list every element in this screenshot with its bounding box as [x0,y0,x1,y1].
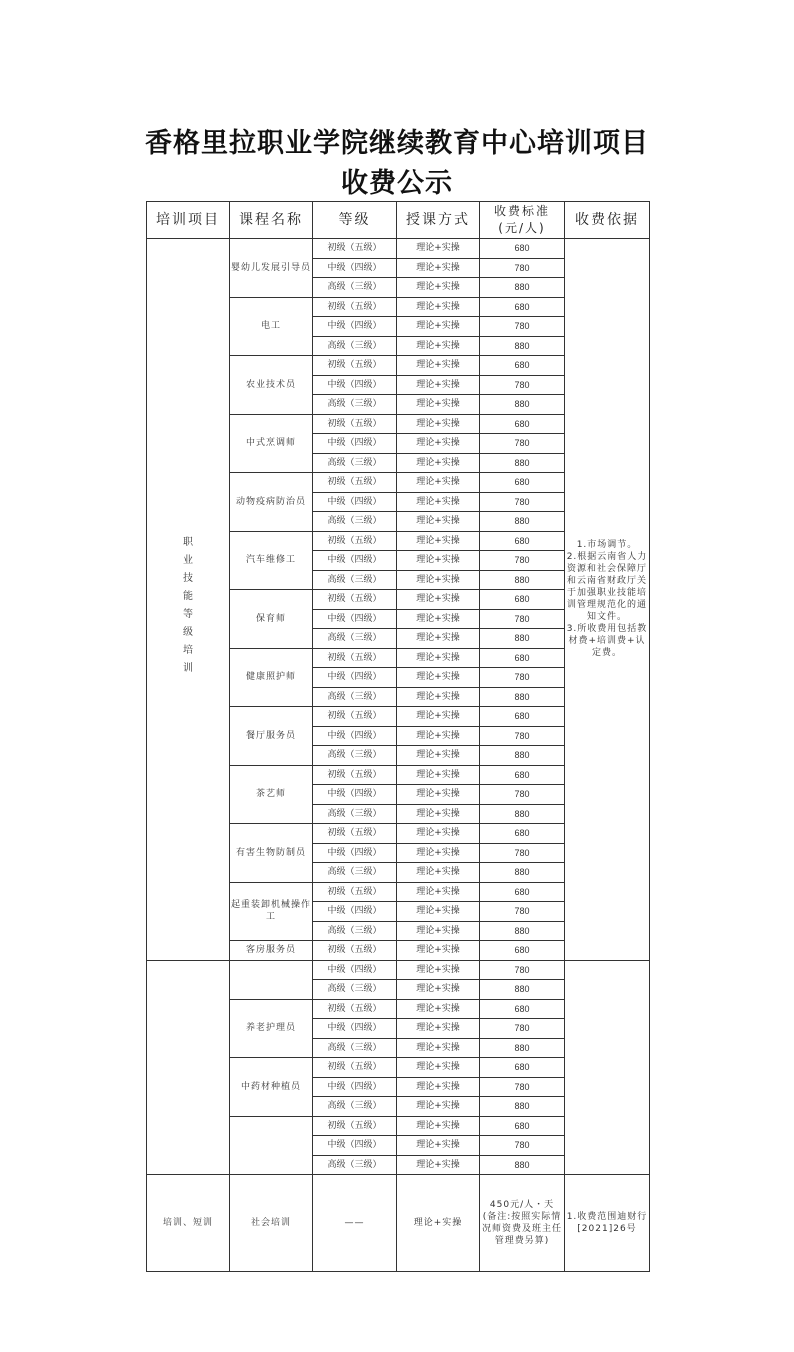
level-cell: 高级（三级） [313,921,397,941]
level-cell: 中级（四级） [313,551,397,571]
course-cell: 茶艺师 [230,765,313,824]
method-cell: 理论+实操 [397,395,480,415]
course-cell [230,960,313,999]
price-cell: 780 [480,492,565,512]
course-cell: 婴幼儿发展引导员 [230,239,313,298]
level-cell: 中级（四级） [313,668,397,688]
title-line-1: 香格里拉职业学院继续教育中心培训项目 [145,128,649,159]
method-cell: 理论+实操 [397,765,480,785]
level-cell: 高级（三级） [313,804,397,824]
method-cell: 理论+实操 [397,687,480,707]
method-cell: 理论+实操 [397,999,480,1019]
method-cell: 理论+实操 [397,921,480,941]
level-cell: 高级（三级） [313,570,397,590]
method-cell: 理论+实操 [397,551,480,571]
method-cell: 理论+实操 [397,1077,480,1097]
price-cell: 780 [480,960,565,980]
method-cell: 理论+实操 [397,707,480,727]
level-cell: 中级（四级） [313,1019,397,1039]
level-cell: 中级（四级） [313,375,397,395]
course-cell [230,1116,313,1175]
project-cell [147,960,230,1175]
price-cell: 680 [480,882,565,902]
price-cell: 880 [480,453,565,473]
price-cell: 780 [480,375,565,395]
method-cell: 理论+实操 [397,824,480,844]
method-cell: 理论+实操 [397,434,480,454]
course-cell: 客房服务员 [230,941,313,961]
level-cell: 中级（四级） [313,492,397,512]
price-cell: 880 [480,687,565,707]
basis-cell [565,960,650,1175]
method-cell: 理论+实操 [397,375,480,395]
method-cell: 理论+实操 [397,1116,480,1136]
price-cell: 680 [480,590,565,610]
price-cell: 880 [480,746,565,766]
price-cell: 880 [480,570,565,590]
price-cell: 780 [480,1077,565,1097]
price-cell: 880 [480,980,565,1000]
basis-cell: 1.市场调节。 2.根据云南省人力资源和社会保障厅和云南省财政厅关于加强职业技能培训管理规范化的通知文件。 3.所收费用包括教材费+培训费+认定费。 [565,239,650,961]
level-cell: 高级（三级） [313,687,397,707]
price-cell: 880 [480,804,565,824]
header-level: 等级 [313,202,397,239]
method-cell: 理论+实操 [397,1019,480,1039]
price-cell: 680 [480,356,565,376]
method-cell: 理论+实操 [397,570,480,590]
table-row [147,239,650,259]
price-cell: 880 [480,512,565,532]
method-cell: 理论+实操 [397,1136,480,1156]
course-cell: 有害生物防制员 [230,824,313,883]
level-cell: 中级（四级） [313,1077,397,1097]
level-cell: —— [313,1175,397,1272]
header-basis: 收费依据 [565,202,650,239]
project-label: 职业技能等级培训 [183,537,193,675]
price-cell: 680 [480,941,565,961]
course-cell: 养老护理员 [230,999,313,1058]
price-cell: 880 [480,395,565,415]
method-cell: 理论+实操 [397,1175,480,1272]
level-cell: 中级（四级） [313,960,397,980]
method-cell: 理论+实操 [397,1155,480,1175]
method-cell: 理论+实操 [397,258,480,278]
course-cell: 中式烹调师 [230,414,313,473]
social-training-row [147,1175,650,1272]
fee-table [146,201,650,1272]
price-cell: 780 [480,551,565,571]
level-cell: 高级（三级） [313,1155,397,1175]
method-cell: 理论+实操 [397,609,480,629]
price-cell: 880 [480,863,565,883]
method-cell: 理论+实操 [397,453,480,473]
level-cell: 初级（五级） [313,707,397,727]
price-cell: 780 [480,1019,565,1039]
header-course: 课程名称 [230,202,313,239]
price-cell: 780 [480,785,565,805]
price-cell: 680 [480,297,565,317]
method-cell: 理论+实操 [397,1038,480,1058]
table-row [147,960,650,980]
header-row [147,202,650,239]
price-cell: 880 [480,629,565,649]
method-cell: 理论+实操 [397,1058,480,1078]
course-cell: 起重装卸机械操作工 [230,882,313,941]
price-cell: 880 [480,1155,565,1175]
price-cell: 780 [480,902,565,922]
level-cell: 初级（五级） [313,531,397,551]
project-cell [147,239,230,961]
price-cell: 880 [480,1097,565,1117]
price-cell: 880 [480,1038,565,1058]
price-cell: 880 [480,921,565,941]
title-line-2: 收费公示 [341,168,453,199]
price-cell: 780 [480,726,565,746]
method-cell: 理论+实操 [397,941,480,961]
method-cell: 理论+实操 [397,297,480,317]
price-cell: 780 [480,843,565,863]
level-cell: 初级（五级） [313,1058,397,1078]
level-cell: 高级（三级） [313,980,397,1000]
level-cell: 高级（三级） [313,863,397,883]
price-cell: 680 [480,531,565,551]
method-cell: 理论+实操 [397,239,480,259]
price-cell: 680 [480,1116,565,1136]
method-cell: 理论+实操 [397,317,480,337]
level-cell: 高级（三级） [313,1038,397,1058]
header-price: 收费标准 (元/人) [480,202,565,239]
level-cell: 中级（四级） [313,434,397,454]
price-cell: 680 [480,824,565,844]
level-cell: 初级（五级） [313,999,397,1019]
method-cell: 理论+实操 [397,746,480,766]
level-cell: 初级（五级） [313,882,397,902]
header-method: 授课方式 [397,202,480,239]
level-cell: 初级（五级） [313,297,397,317]
level-cell: 初级（五级） [313,356,397,376]
course-cell: 电工 [230,297,313,356]
price-cell: 680 [480,473,565,493]
price-cell: 880 [480,278,565,298]
course-cell: 中药材种植员 [230,1058,313,1117]
course-cell: 保育师 [230,590,313,649]
method-cell: 理论+实操 [397,356,480,376]
level-cell: 初级（五级） [313,765,397,785]
course-cell: 汽车维修工 [230,531,313,590]
header-project: 培训项目 [147,202,230,239]
level-cell: 高级（三级） [313,278,397,298]
method-cell: 理论+实操 [397,473,480,493]
method-cell: 理论+实操 [397,804,480,824]
method-cell: 理论+实操 [397,668,480,688]
level-cell: 高级（三级） [313,629,397,649]
price-cell: 780 [480,668,565,688]
method-cell: 理论+实操 [397,726,480,746]
method-cell: 理论+实操 [397,980,480,1000]
method-cell: 理论+实操 [397,414,480,434]
method-cell: 理论+实操 [397,278,480,298]
level-cell: 中级（四级） [313,902,397,922]
price-cell: 880 [480,336,565,356]
level-cell: 中级（四级） [313,258,397,278]
level-cell: 高级（三级） [313,746,397,766]
level-cell: 高级（三级） [313,336,397,356]
price-cell: 680 [480,239,565,259]
method-cell: 理论+实操 [397,960,480,980]
price-cell: 780 [480,317,565,337]
method-cell: 理论+实操 [397,863,480,883]
level-cell: 高级（三级） [313,1097,397,1117]
method-cell: 理论+实操 [397,902,480,922]
method-cell: 理论+实操 [397,785,480,805]
level-cell: 中级（四级） [313,843,397,863]
price-cell: 780 [480,1136,565,1156]
level-cell: 初级（五级） [313,590,397,610]
level-cell: 高级（三级） [313,395,397,415]
method-cell: 理论+实操 [397,1097,480,1117]
method-cell: 理论+实操 [397,512,480,532]
price-cell: 780 [480,609,565,629]
project-cell: 培训、短训 [147,1175,230,1272]
method-cell: 理论+实操 [397,843,480,863]
method-cell: 理论+实操 [397,590,480,610]
method-cell: 理论+实操 [397,336,480,356]
price-cell: 680 [480,765,565,785]
level-cell: 高级（三级） [313,453,397,473]
method-cell: 理论+实操 [397,882,480,902]
level-cell: 中级（四级） [313,317,397,337]
method-cell: 理论+实操 [397,492,480,512]
price-cell: 450元/人・天 (备注:按照实际情况师资费及班主任管理费另算) [480,1175,565,1272]
method-cell: 理论+实操 [397,629,480,649]
level-cell: 初级（五级） [313,473,397,493]
course-cell: 健康照护师 [230,648,313,707]
course-cell: 餐厅服务员 [230,707,313,766]
price-cell: 680 [480,999,565,1019]
price-cell: 680 [480,414,565,434]
level-cell: 中级（四级） [313,785,397,805]
level-cell: 初级（五级） [313,824,397,844]
level-cell: 初级（五级） [313,1116,397,1136]
level-cell: 初级（五级） [313,414,397,434]
price-cell: 780 [480,258,565,278]
level-cell: 中级（四级） [313,609,397,629]
document-title [0,124,794,204]
course-cell: 动物疫病防治员 [230,473,313,532]
level-cell: 初级（五级） [313,239,397,259]
level-cell: 中级（四级） [313,726,397,746]
price-cell: 780 [480,434,565,454]
level-cell: 中级（四级） [313,1136,397,1156]
price-cell: 680 [480,707,565,727]
method-cell: 理论+实操 [397,531,480,551]
level-cell: 初级（五级） [313,648,397,668]
price-cell: 680 [480,648,565,668]
course-cell: 社会培训 [230,1175,313,1272]
method-cell: 理论+实操 [397,648,480,668]
level-cell: 初级（五级） [313,941,397,961]
level-cell: 高级（三级） [313,512,397,532]
price-cell: 680 [480,1058,565,1078]
basis-cell: 1.收费范围迪财行[2021]26号 [565,1175,650,1272]
course-cell: 农业技术员 [230,356,313,415]
